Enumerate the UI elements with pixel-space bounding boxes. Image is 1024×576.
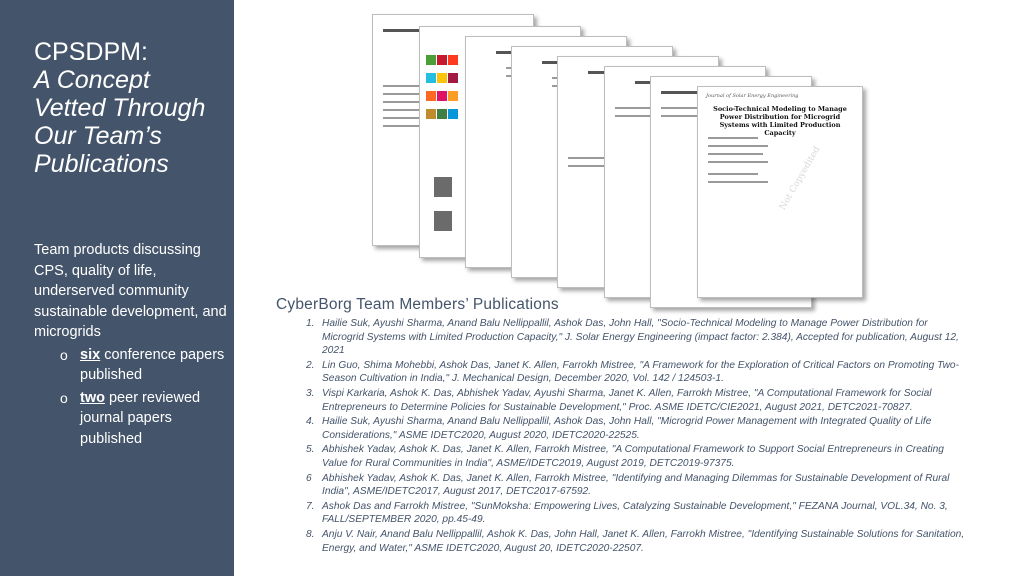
publication-citation: Ashok Das and Farrokh Mistree, "SunMoksha: Empowering Lives, Catalyzing Sustainable Development," FEZANA Journal, VOL.34, No. 3, FALL/SEPTEMBER 2020, pp.45-49. xyxy=(322,500,948,526)
paper-thumbnail-front xyxy=(697,86,863,298)
publication-item xyxy=(306,415,966,442)
publication-item xyxy=(306,500,966,527)
sidebar-bullet-text: peer reviewed journal papers published xyxy=(80,389,201,447)
publication-citation: Lin Guo, Shima Mohebbi, Ashok Das, Janet K. Allen, Farrokh Mistree, "A Framework for the Exploration of Critical Factors on Promoting Two-Season Cultivation in India," J. Mechanical Design, December 2020, Vol. 142 / 124503-1. xyxy=(322,359,959,385)
sidebar-bullet xyxy=(60,388,229,450)
publication-number: 3. xyxy=(306,387,315,399)
publications-list xyxy=(306,317,966,556)
publication-item xyxy=(306,317,966,358)
author-photo xyxy=(434,211,452,231)
publication-number: 7. xyxy=(306,500,315,512)
sidebar-bullet-list xyxy=(34,345,229,450)
publication-item xyxy=(306,443,966,470)
publication-item xyxy=(306,359,966,386)
sidebar-bullet xyxy=(60,345,229,386)
publication-item xyxy=(306,387,966,414)
publication-number: 4. xyxy=(306,416,315,428)
publication-number: 2. xyxy=(306,359,315,371)
sidebar-bullet-emphasis: six xyxy=(80,346,101,363)
thumbnail-paper-title: Socio-Technical Modeling to Manage Power Distribution for Microgrid Systems with Limited Production Capacity xyxy=(713,105,847,137)
author-photo xyxy=(434,177,452,197)
sdg-icons-image xyxy=(426,53,460,125)
publication-citation: Vispi Karkaria, Ashok K. Das, Abhishek Yadav, Ayushi Sharma, Janet K. Allen, Farrokh Mistree, "A Computational Framework for Social Entrepreneurs to Determine Policies for Sustainable Development," Proc. ASME IDETC/CIE2021, August 2021, DETC2021-70827. xyxy=(322,387,932,413)
publication-number: 8. xyxy=(306,528,315,540)
publication-item xyxy=(306,528,966,555)
publication-citation: Abhishek Yadav, Ashok K. Das, Janet K. Allen, Farrokh Mistree, "A Computational Framework to Support Social Entrepreneurs in Creating Value for Rural Communities in India", ASME/IDETC2019, August 2019, DETC2019-97375. xyxy=(322,444,944,469)
publication-citation: Abhishek Yadav, Ashok K. Das, Janet K. Allen, Farrokh Mistree, "Identifying and Managing Dilemmas for Sustainable Development of Rural India", ASME/IDETC2017, August 2017, DETC2017-67592. xyxy=(322,472,950,498)
publications-heading: CyberBorg Team Members’ Publications xyxy=(276,296,559,313)
sidebar-body-text: Team products discussing CPS, quality of life, underserved community sustainable development, and microgrids xyxy=(34,242,227,340)
publication-number: 5. xyxy=(306,444,315,456)
publication-item xyxy=(306,472,966,499)
publication-citation: Hailie Suk, Ayushi Sharma, Anand Balu Nellippallil, Ashok Das, John Hall, "Microgrid Power Management with Integrated Quality of Life Considerations," ASME IDETC2020, August 2020, IDETC2020-22525. xyxy=(322,416,932,441)
thumbnail-journal-name: Journal of Solar Energy Engineering xyxy=(706,93,799,99)
publication-number: 6 xyxy=(306,472,312,484)
slide-title-line2: A Concept Vetted Through Our Team’s Publications xyxy=(34,66,206,178)
publication-citation: Hailie Suk, Ayushi Sharma, Anand Balu Nellippallil, Ashok Das, John Hall, "Socio-Technical Modeling to Manage Power Distribution for Microgrid Systems with Limited Production Capacity," J. Solar Energy Engineering (impact factor: 2.384), Accepted for publication, August 12, 2021 xyxy=(322,318,959,357)
publication-citation: Anju V. Nair, Anand Balu Nellippallil, Ashok K. Das, John Hall, Janet K. Allen, Farrokh Mistree, "Identifying Sustainable Solutions for Sanitation, Energy, and Water," ASME IDETC2020, August 20, IDETC2020-22507. xyxy=(322,528,965,554)
publication-number: 1. xyxy=(306,318,315,329)
slide-title-line1: CPSDPM: xyxy=(34,38,148,66)
sidebar-bullet-text: conference papers published xyxy=(80,346,225,383)
thumbnail-watermark: Not Copyedited xyxy=(778,144,823,212)
sidebar-bullet-emphasis: two xyxy=(80,389,105,406)
